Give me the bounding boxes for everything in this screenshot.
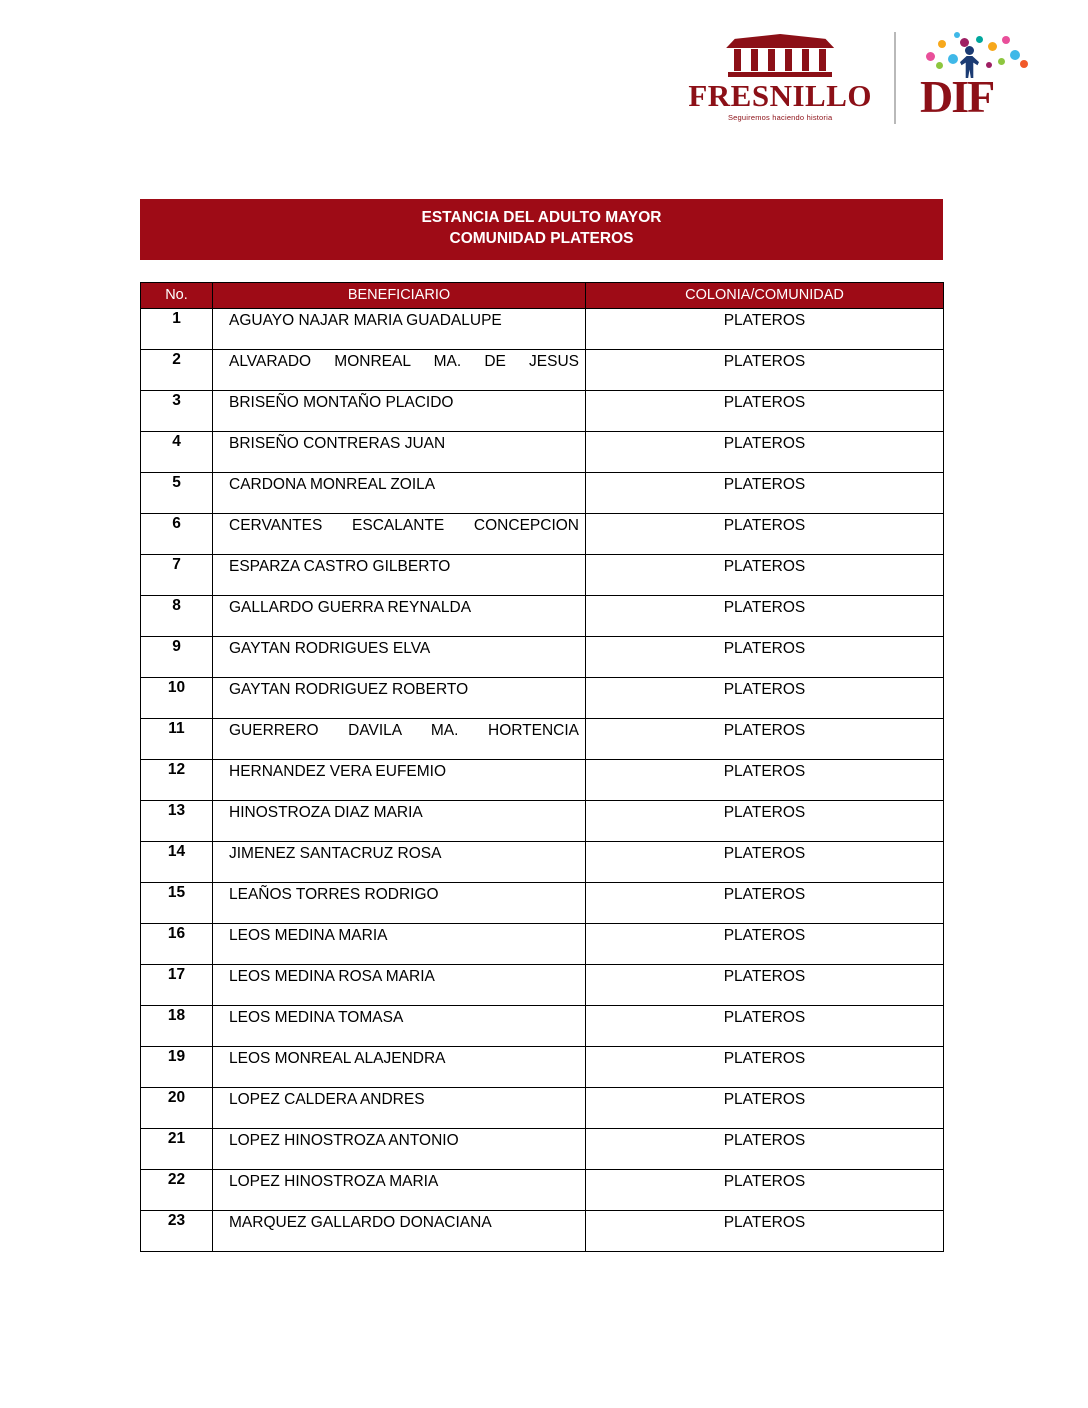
row-colonia: PLATEROS — [586, 432, 944, 473]
table-row — [141, 1129, 944, 1170]
row-colonia: PLATEROS — [586, 1088, 944, 1129]
row-colonia: PLATEROS — [586, 1211, 944, 1252]
row-number: 10 — [141, 678, 213, 719]
row-colonia: PLATEROS — [586, 555, 944, 596]
row-number: 15 — [141, 883, 213, 924]
document-header — [688, 28, 1040, 128]
table-row — [141, 555, 944, 596]
table-row — [141, 1170, 944, 1211]
table-row — [141, 309, 944, 350]
row-number: 17 — [141, 965, 213, 1006]
row-number: 16 — [141, 924, 213, 965]
row-beneficiario: LOPEZ HINOSTROZA MARIA — [213, 1170, 586, 1211]
row-colonia: PLATEROS — [586, 637, 944, 678]
row-number: 5 — [141, 473, 213, 514]
row-number: 22 — [141, 1170, 213, 1211]
row-colonia: PLATEROS — [586, 514, 944, 555]
row-number: 23 — [141, 1211, 213, 1252]
row-colonia: PLATEROS — [586, 350, 944, 391]
row-beneficiario: LOPEZ HINOSTROZA ANTONIO — [213, 1129, 586, 1170]
row-beneficiario: AGUAYO NAJAR MARIA GUADALUPE — [213, 309, 586, 350]
row-colonia: PLATEROS — [586, 924, 944, 965]
table-row — [141, 432, 944, 473]
row-number: 19 — [141, 1047, 213, 1088]
row-beneficiario: GAYTAN RODRIGUES ELVA — [213, 637, 586, 678]
row-beneficiario: LOPEZ CALDERA ANDRES — [213, 1088, 586, 1129]
row-colonia: PLATEROS — [586, 596, 944, 637]
row-colonia: PLATEROS — [586, 801, 944, 842]
page-title-line1: ESTANCIA DEL ADULTO MAYOR — [421, 209, 662, 226]
dif-logo — [896, 30, 1040, 126]
building-icon — [720, 34, 840, 78]
row-beneficiario: LEAÑOS TORRES RODRIGO — [213, 883, 586, 924]
row-colonia: PLATEROS — [586, 1129, 944, 1170]
row-colonia: PLATEROS — [586, 391, 944, 432]
row-colonia: PLATEROS — [586, 678, 944, 719]
row-colonia: PLATEROS — [586, 883, 944, 924]
row-number: 13 — [141, 801, 213, 842]
row-beneficiario: LEOS MEDINA TOMASA — [213, 1006, 586, 1047]
table-row — [141, 924, 944, 965]
row-colonia: PLATEROS — [586, 965, 944, 1006]
fresnillo-logo — [688, 34, 894, 122]
row-beneficiario: LEOS MEDINA ROSA MARIA — [213, 965, 586, 1006]
row-beneficiario: LEOS MEDINA MARIA — [213, 924, 586, 965]
row-number: 8 — [141, 596, 213, 637]
row-number: 9 — [141, 637, 213, 678]
row-beneficiario: GAYTAN RODRIGUEZ ROBERTO — [213, 678, 586, 719]
row-number: 7 — [141, 555, 213, 596]
row-beneficiario: CARDONA MONREAL ZOILA — [213, 473, 586, 514]
row-number: 14 — [141, 842, 213, 883]
row-number: 21 — [141, 1129, 213, 1170]
row-colonia: PLATEROS — [586, 309, 944, 350]
row-colonia: PLATEROS — [586, 473, 944, 514]
row-colonia: PLATEROS — [586, 719, 944, 760]
table-body — [141, 309, 944, 1252]
row-beneficiario: GUERRERO DAVILA MA. HORTENCIA — [213, 719, 586, 760]
table-row — [141, 1088, 944, 1129]
table-row — [141, 1006, 944, 1047]
table-row — [141, 719, 944, 760]
table-row — [141, 596, 944, 637]
row-number: 2 — [141, 350, 213, 391]
column-header-colonia: COLONIA/COMUNIDAD — [586, 283, 944, 309]
row-colonia: PLATEROS — [586, 1170, 944, 1211]
table-row — [141, 473, 944, 514]
row-beneficiario: GALLARDO GUERRA REYNALDA — [213, 596, 586, 637]
dif-wordmark: DIF — [920, 71, 994, 122]
table-row — [141, 965, 944, 1006]
row-colonia: PLATEROS — [586, 1006, 944, 1047]
row-number: 20 — [141, 1088, 213, 1129]
row-beneficiario: ALVARADO MONREAL MA. DE JESUS — [213, 350, 586, 391]
row-number: 1 — [141, 309, 213, 350]
beneficiarios-table-wrapper — [140, 282, 943, 1252]
table-row — [141, 391, 944, 432]
row-number: 12 — [141, 760, 213, 801]
row-number: 3 — [141, 391, 213, 432]
fresnillo-wordmark: FRESNILLO — [688, 78, 872, 113]
row-number: 11 — [141, 719, 213, 760]
column-header-beneficiario: BENEFICIARIO — [213, 283, 586, 309]
row-beneficiario: BRISEÑO CONTRERAS JUAN — [213, 432, 586, 473]
row-number: 6 — [141, 514, 213, 555]
beneficiarios-table — [140, 282, 944, 1252]
row-number: 18 — [141, 1006, 213, 1047]
page-title — [140, 199, 943, 260]
table-row — [141, 1047, 944, 1088]
page-title-line2: COMUNIDAD PLATEROS — [449, 229, 634, 247]
row-beneficiario: CERVANTES ESCALANTE CONCEPCION — [213, 514, 586, 555]
row-beneficiario: HINOSTROZA DIAZ MARIA — [213, 801, 586, 842]
table-row — [141, 514, 944, 555]
row-colonia: PLATEROS — [586, 842, 944, 883]
table-row — [141, 760, 944, 801]
row-beneficiario: JIMENEZ SANTACRUZ ROSA — [213, 842, 586, 883]
row-beneficiario: ESPARZA CASTRO GILBERTO — [213, 555, 586, 596]
table-row — [141, 637, 944, 678]
row-beneficiario: HERNANDEZ VERA EUFEMIO — [213, 760, 586, 801]
table-row — [141, 1211, 944, 1252]
row-beneficiario: LEOS MONREAL ALAJENDRA — [213, 1047, 586, 1088]
table-row — [141, 842, 944, 883]
table-row — [141, 883, 944, 924]
row-number: 4 — [141, 432, 213, 473]
column-header-no: No. — [141, 283, 213, 309]
row-beneficiario: MARQUEZ GALLARDO DONACIANA — [213, 1211, 586, 1252]
row-beneficiario: BRISEÑO MONTAÑO PLACIDO — [213, 391, 586, 432]
row-colonia: PLATEROS — [586, 760, 944, 801]
table-header-row — [141, 283, 944, 309]
table-row — [141, 801, 944, 842]
table-row — [141, 350, 944, 391]
table-row — [141, 678, 944, 719]
row-colonia: PLATEROS — [586, 1047, 944, 1088]
fresnillo-tagline: Seguiremos haciendo historia — [727, 113, 833, 122]
